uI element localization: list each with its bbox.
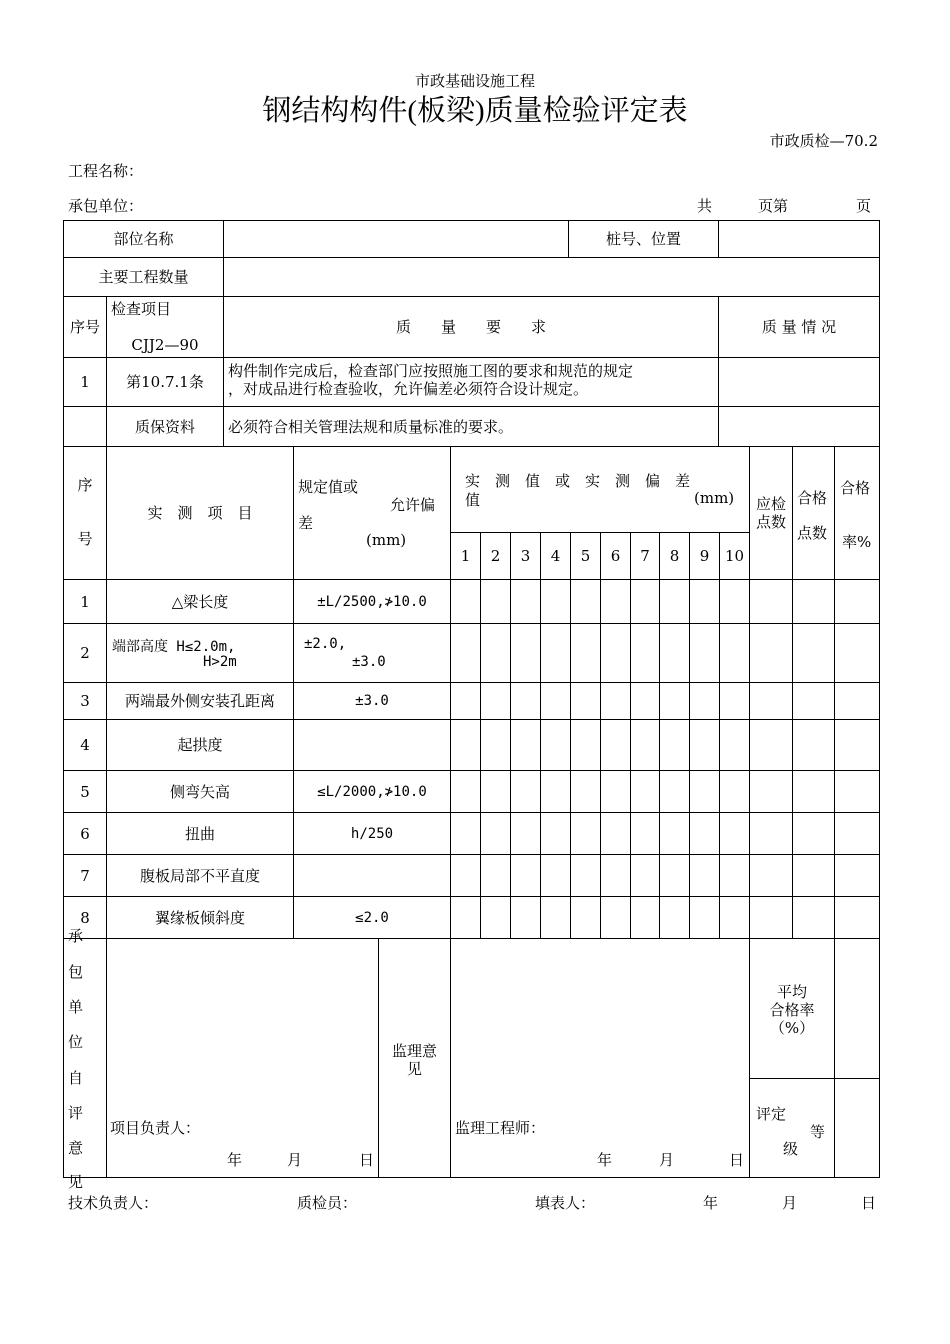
- row-spec: ±L/2500,≯10.0: [317, 593, 427, 610]
- filler-label: 填表人：: [535, 1194, 596, 1212]
- row-seq: 7: [80, 866, 90, 885]
- avg-pass-rate-line2: 合格率: [769, 1001, 815, 1019]
- supervisor-year: 年: [597, 1151, 613, 1169]
- supervisor-month: 月: [659, 1151, 675, 1169]
- self-eval-char: 自: [68, 1069, 84, 1087]
- req-seq: 1: [80, 373, 90, 391]
- grade-label-3: 级: [783, 1140, 799, 1158]
- qa-doc-item: 质保资料: [134, 417, 195, 436]
- grade-label-2: 等: [810, 1123, 826, 1141]
- pile-position-label: 桩号、位置: [605, 230, 681, 248]
- m-measured-2: 值: [465, 491, 481, 509]
- part-name-label: 部位名称: [113, 230, 174, 248]
- avg-pass-rate-line3: （%）: [769, 1019, 815, 1037]
- col-3: 3: [520, 547, 531, 565]
- quality-requirement-header: 质 量 要 求: [395, 318, 546, 336]
- row-item: △梁长度: [171, 592, 229, 611]
- col-2: 2: [490, 547, 501, 565]
- row-item: 端部高度 H≤2.0m,: [112, 639, 236, 655]
- row-spec: ≤2.0: [355, 909, 389, 926]
- m-spec-unit: (mm): [366, 531, 407, 549]
- project-name-label: 工程名称：: [68, 162, 144, 180]
- col-9: 9: [699, 547, 710, 565]
- row-item: 侧弯矢高: [169, 782, 230, 801]
- row-spec: ≤L/2000,≯10.0: [317, 783, 427, 800]
- form-title: 钢结构构件(板梁)质量检验评定表: [262, 95, 688, 127]
- m-measured-unit: (mm): [694, 489, 735, 507]
- row-item: 两端最外侧安装孔距离: [124, 692, 275, 710]
- m-points-check-1: 应检: [755, 495, 786, 513]
- row-item: 扭曲: [184, 824, 215, 843]
- self-eval-label: [64, 927, 106, 1191]
- row-seq: 2: [80, 644, 90, 662]
- row-seq: 3: [80, 692, 90, 710]
- m-seq-bottom: 号: [77, 530, 93, 548]
- req-text-line2: ，对成品进行检查验收，允许偏差必须符合设计规定。: [228, 380, 589, 398]
- m-points-pass-2: 点数: [797, 524, 828, 542]
- page-end: 页: [856, 197, 872, 215]
- form-code: 市政质检—70.2: [769, 132, 878, 150]
- req-item: 第10.7.1条: [126, 373, 204, 391]
- bottom-year: 年: [703, 1194, 719, 1212]
- tech-leader-label: 技术负责人：: [68, 1194, 159, 1212]
- self-eval-char: 包: [68, 963, 84, 981]
- col-4: 4: [550, 547, 561, 565]
- row-seq: 5: [80, 782, 90, 801]
- col-8: 8: [669, 547, 680, 565]
- project-leader-label: 项目负责人：: [110, 1119, 201, 1137]
- page-total: 共: [697, 197, 713, 215]
- col-1: 1: [460, 547, 471, 565]
- self-eval-char: 承: [68, 927, 84, 945]
- self-eval-char: 位: [68, 1033, 84, 1051]
- standard-code: CJJ2—90: [131, 336, 199, 354]
- row-seq: 8: [80, 908, 90, 927]
- contractor-label: 承包单位：: [68, 197, 144, 215]
- m-pass-rate-2: 率%: [842, 533, 872, 551]
- self-eval-char: 评: [68, 1104, 84, 1122]
- m-pass-rate-1: 合格: [840, 479, 871, 497]
- form-subtitle: 市政基础设施工程: [414, 72, 535, 90]
- main-quantity-label: 主要工程数量: [98, 268, 189, 286]
- inspector-label: 质检员：: [297, 1194, 358, 1212]
- m-item-header: 实 测 项 目: [147, 504, 253, 522]
- row-spec-sub: ±3.0: [352, 654, 386, 670]
- self-eval-year: 年: [227, 1151, 243, 1169]
- col-6: 6: [610, 547, 621, 565]
- row-seq: 6: [80, 824, 90, 843]
- avg-pass-rate-label: [750, 980, 834, 1040]
- check-item-header: 检查项目: [111, 300, 172, 318]
- row-seq: 1: [80, 592, 90, 611]
- row-item: 起拱度: [177, 736, 223, 754]
- self-eval-char: 意: [68, 1139, 84, 1157]
- col-7: 7: [640, 547, 650, 565]
- col-5: 5: [580, 547, 591, 565]
- m-spec-3: 差: [298, 514, 314, 532]
- avg-pass-rate-line1: 平均: [776, 983, 807, 1001]
- supervisor-opinion-line1: 监理意: [391, 1042, 437, 1060]
- qa-doc-text: 必须符合相关管理法规和质量标准的要求。: [228, 417, 514, 436]
- row-spec: h/250: [350, 825, 394, 842]
- self-eval-char: 单: [68, 998, 84, 1016]
- col-10: 10: [724, 547, 745, 565]
- m-spec-2: 允许偏: [390, 496, 436, 514]
- supervisor-opinion-line2: 见: [406, 1060, 422, 1078]
- grade-label-1: 评定: [756, 1105, 787, 1123]
- m-spec-1: 规定值或: [298, 478, 359, 496]
- seq-header: 序号: [69, 318, 100, 336]
- m-measured-1: 实 测 值 或 实 测 偏 差: [465, 472, 691, 490]
- row-spec: ±3.0: [355, 693, 389, 709]
- req-text: [224, 362, 718, 402]
- quality-status-header: 质 量 情 况: [761, 318, 837, 336]
- supervisor-opinion-label: [379, 1040, 450, 1080]
- self-eval-month: 月: [287, 1151, 303, 1169]
- m-seq-top: 序: [77, 476, 93, 494]
- row-item: 翼缘板倾斜度: [154, 908, 245, 927]
- bottom-month: 月: [782, 1194, 798, 1212]
- row-item-sub: H>2m: [203, 654, 237, 670]
- m-points-check-2: 点数: [755, 513, 786, 531]
- row-seq: 4: [80, 736, 90, 754]
- page-mid: 页第: [758, 197, 789, 215]
- m-points-check: [750, 447, 792, 579]
- row-spec: ±2.0,: [304, 636, 347, 652]
- self-eval-day: 日: [359, 1151, 375, 1169]
- row-item: 腹板局部不平直度: [139, 866, 260, 885]
- supervisor-engineer-label: 监理工程师：: [455, 1119, 546, 1137]
- self-eval-char: 见: [68, 1173, 84, 1191]
- supervisor-day: 日: [729, 1151, 745, 1169]
- req-text-line1: 构件制作完成后，检查部门应按照施工图的要求和规范的规定: [228, 362, 634, 380]
- bottom-day: 日: [861, 1194, 877, 1212]
- m-points-pass-1: 合格: [797, 489, 828, 507]
